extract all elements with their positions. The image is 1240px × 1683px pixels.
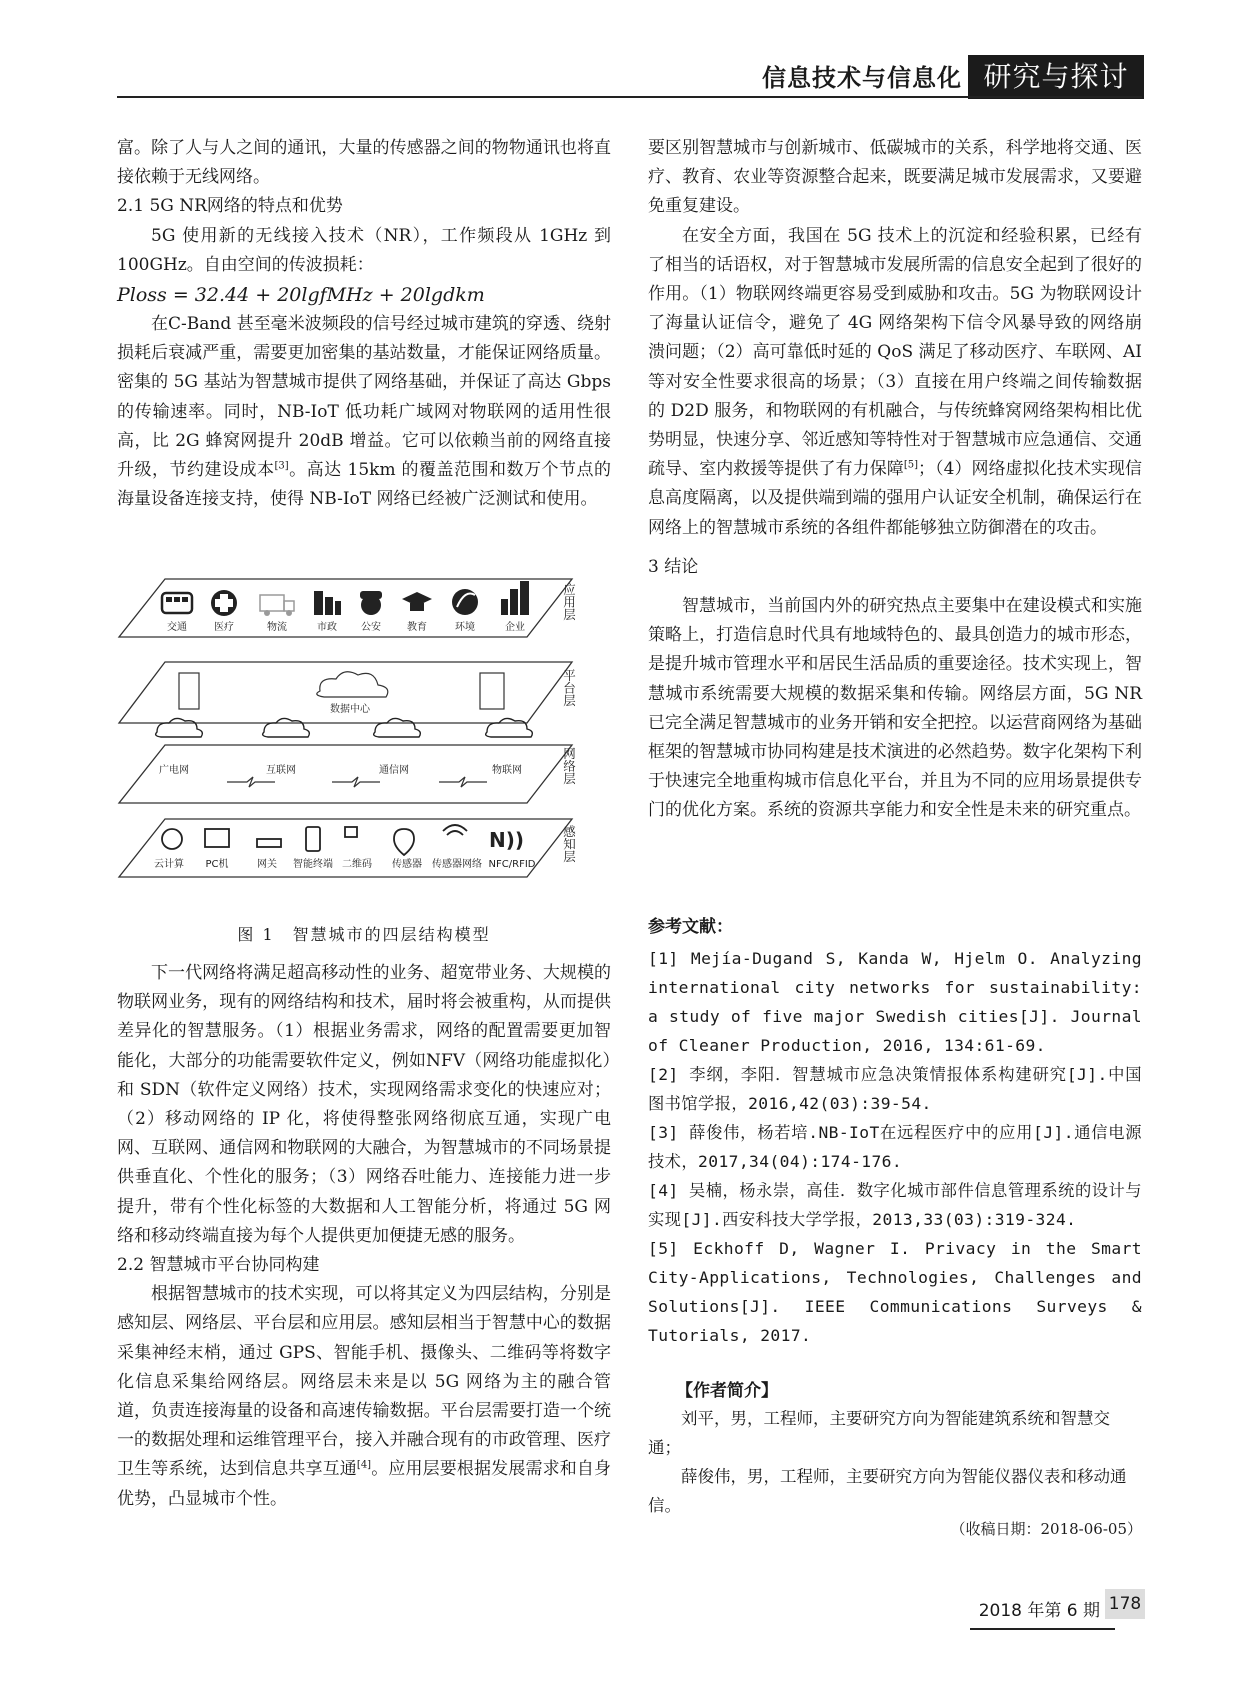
layer-label: 感知层: [561, 825, 577, 863]
footer-rule: [970, 1628, 1115, 1630]
citation: [3]: [274, 460, 289, 472]
sense-item-label: NFC/RFID: [488, 859, 536, 870]
four-layer-figure: [117, 577, 611, 912]
app-item-label: 公安: [361, 622, 381, 633]
layer-label: 应用层: [561, 583, 577, 621]
app-item-label: 医疗: [214, 622, 234, 633]
author-bio: 薛俊伟，男，工程师，主要研究方向为智能仪器仪表和移动通信。: [648, 1467, 1127, 1515]
reference-item: [3] 薛俊伟，杨若培.NB-IoT在远程医疗中的应用[J].通信电源技术，2017,34(04):174-176.: [648, 1123, 1142, 1171]
app-item-label: 交通: [167, 622, 187, 633]
journal-name: 信息技术与信息化: [762, 64, 962, 92]
right-column: [648, 134, 1142, 826]
paragraph: 下一代网络将满足超高移动性的业务、超宽带业务、大规模的物联网业务，现有的网络结构和技术，届时将会被重构，从而提供差异化的智慧服务。（1）根据业务需求，网络的配置需要更加智能化，大部分的功能需要软件定义，例如NFV（网络功能虚拟化）和 SDN（软件定义网络）技术，实现网络需求变化的快速应对；（2）移动网络的 IP 化，将使得整张网络彻底互通，实现广电网、互联网、通信网和物联网的大融合，为智慧城市的不同场景提供垂直化、个性化的服务；（3）网络吞吐能力、连接能力进一步提升，带有个性化标签的大数据和人工智能分析，将通过 5G 网络和移动终端直接为每个人提供更加便捷无感的服务。: [117, 963, 611, 1246]
citation: [5]: [903, 459, 918, 471]
section-heading-3: 3 结论: [648, 556, 699, 577]
author-title: 【作者简介】: [676, 1381, 778, 1401]
sensing-layer: [119, 819, 577, 877]
sense-item-label: 网关: [257, 859, 277, 870]
sense-item-label: 二维码: [342, 859, 372, 870]
network-layer: [119, 718, 577, 803]
app-item-label: 环境: [455, 622, 475, 633]
app-item-label: 物流: [267, 622, 287, 633]
formula: Ploss = 32.44 + 20lgfMHz + 20lgdkm: [117, 284, 485, 307]
author-bio: 刘平，男，工程师，主要研究方向为智能建筑系统和智慧交通；: [648, 1409, 1110, 1457]
section-heading-2-1: 2.1 5G NR网络的特点和优势: [117, 196, 343, 217]
net-item-label: 通信网: [379, 765, 409, 776]
app-item-label: 企业: [505, 622, 525, 633]
references-title: 参考文献：: [648, 917, 733, 937]
application-layer: [119, 579, 577, 637]
left-column-bottom: [117, 959, 611, 1514]
page-number: 178: [1105, 1589, 1145, 1619]
paragraph: 要区别智慧城市与创新城市、低碳城市的关系，科学地将交通、医疗、教育、农业等资源整合起来，既要满足城市发展需求，又要避免重复建设。: [648, 138, 1142, 217]
citation: [4]: [356, 1459, 372, 1471]
sense-item-label: PC机: [205, 859, 229, 870]
issue-label: 2018 年第 6 期: [978, 1601, 1100, 1621]
section-heading-2-2: 2.2 智慧城市平台协同构建: [117, 1255, 320, 1276]
received-date: （收稿日期：2018-06-05）: [950, 1520, 1142, 1538]
net-item-label: 互联网: [266, 765, 296, 776]
author-info: [648, 1404, 1142, 1520]
paragraph: 富。除了人与人之间的通讯，大量的传感器之间的物物通讯也将直接依赖于无线网络。: [117, 138, 611, 188]
reference-item: [1] Mejía-Dugand S, Kanda W, Hjelm O. Analyzing international city networks for sustainability: a study of five major Swedish cities[J]. Journal of Cleaner Production, 2016, 134:61-69.: [648, 949, 1142, 1055]
sense-item-label: 云计算: [154, 859, 184, 870]
layer-label: 网络层: [561, 747, 577, 785]
header-rule: [117, 96, 1142, 98]
left-column-top: [117, 134, 611, 514]
nfc-icon: N)): [489, 828, 525, 852]
paragraph: 根据智慧城市的技术实现，可以将其定义为四层结构，分别是感知层、网络层、平台层和应用层。感知层相当于智慧中心的数据采集神经末梢，通过 GPS、智能手机、摄像头、二维码等将数字化信息采集给网络层。网络层未来是以 5G 网络为主的融合管道，负责连接海量的设备和高速传输数据。平台层需要打造一个统一的数据处理和运维管理平台，接入并融合现有的市政管理、医疗卫生等系统，达到信息共享互通[4]。应用层要根据发展需求和自身优势，凸显城市个性。: [117, 1284, 612, 1509]
reference-item: [2] 李纲，李阳．智慧城市应急决策情报体系构建研究[J].中国图书馆学报，2016,42(03):39-54.: [648, 1065, 1142, 1113]
section-badge: 研究与探讨: [968, 55, 1144, 99]
environment-icon: [452, 589, 478, 615]
app-item-label: 市政: [317, 622, 337, 633]
paragraph: 在C-Band 甚至毫米波频段的信号经过城市建筑的穿透、绕射损耗后衰减严重，需要更加密集的基站数量，才能保证网络质量。密集的 5G 基站为智慧城市提供了网络基础，并保证了高达 Gbps 的传输速率。同时，NB-IoT 低功耗广域网对物联网的适用性很高，比 2G 蜂窝网提升 20dB 增益。它可以依赖当前的网络直接升级，节约建设成本[3]。高达 15km 的覆盖范围和数万个节点的海量设备连接支持，使得 NB-IoT 网络已经被广泛测试和使用。: [117, 314, 611, 510]
references-list: [648, 944, 1142, 1350]
medical-icon: [211, 590, 237, 616]
layer-label: 平台层: [561, 669, 577, 707]
net-item-label: 广电网: [159, 765, 189, 776]
reference-item: [4] 吴楠，杨永崇，高佳．数字化城市部件信息管理系统的设计与实现[J].西安科技大学学报，2013,33(03):319-324.: [648, 1181, 1142, 1229]
platform-center-label: 数据中心: [330, 704, 370, 715]
paragraph: 智慧城市，当前国内外的研究热点主要集中在建设模式和实施策略上，打造信息时代具有地域特色的、最具创造力的城市形态，是提升城市管理水平和居民生活品质的重要途径。技术实现上，智慧城市系统需要大规模的数据采集和传输。网络层方面，5G NR 已完全满足智慧城市的业务开销和安全把控。以运营商网络为基础框架的智慧城市协同构建是技术演进的必然趋势。数字化架构下利于快速完全地重构城市信息化平台，并且为不同的应用场景提供专门的优化方案。系统的资源共享能力和安全性是未来的研究重点。: [648, 596, 1142, 821]
net-item-label: 物联网: [492, 765, 522, 776]
paragraph: 5G 使用新的无线接入技术（NR），工作频段从 1GHz 到 100GHz。自由空间的传波损耗：: [117, 225, 611, 275]
reference-item: [5] Eckhoff D, Wagner I. Privacy in the Smart City-Applications, Technologies, Challenges and Solutions[J]. IEEE Communications Surveys & Tutorials, 2017.: [648, 1239, 1142, 1345]
paragraph: 在安全方面，我国在 5G 技术上的沉淀和经验积累，已经有了相当的话语权，对于智慧城市发展所需的信息安全起到了很好的作用。（1）物联网终端更容易受到威胁和攻击。5G 为物联网设计了海量认证信令，避免了 4G 网络架构下信令风暴导致的网络崩溃问题；（2）高可靠低时延的 QoS 满足了移动医疗、车联网、AI 等对安全性要求很高的场景；（3）直接在用户终端之间传输数据的 D2D 服务，和物联网的有机融合，与传统蜂窝网络架构相比优势明显，快速分享、邻近感知等特性对于智慧城市应急通信、交通疏导、室内救援等提供了有力保障[5]；（4）网络虚拟化技术实现信息高度隔离，以及提供端到端的强用户认证安全机制，确保运行在网络上的智慧城市系统的各组件都能够独立防御潜在的攻击。: [648, 225, 1142, 538]
app-item-label: 教育: [407, 622, 427, 633]
platform-layer: [119, 662, 577, 723]
sense-item-label: 传感器: [392, 859, 422, 870]
sense-item-label: 智能终端: [293, 859, 333, 870]
sense-item-label: 传感器网络: [432, 859, 482, 870]
figure-caption: 图 1 智慧城市的四层结构模型: [237, 925, 491, 944]
